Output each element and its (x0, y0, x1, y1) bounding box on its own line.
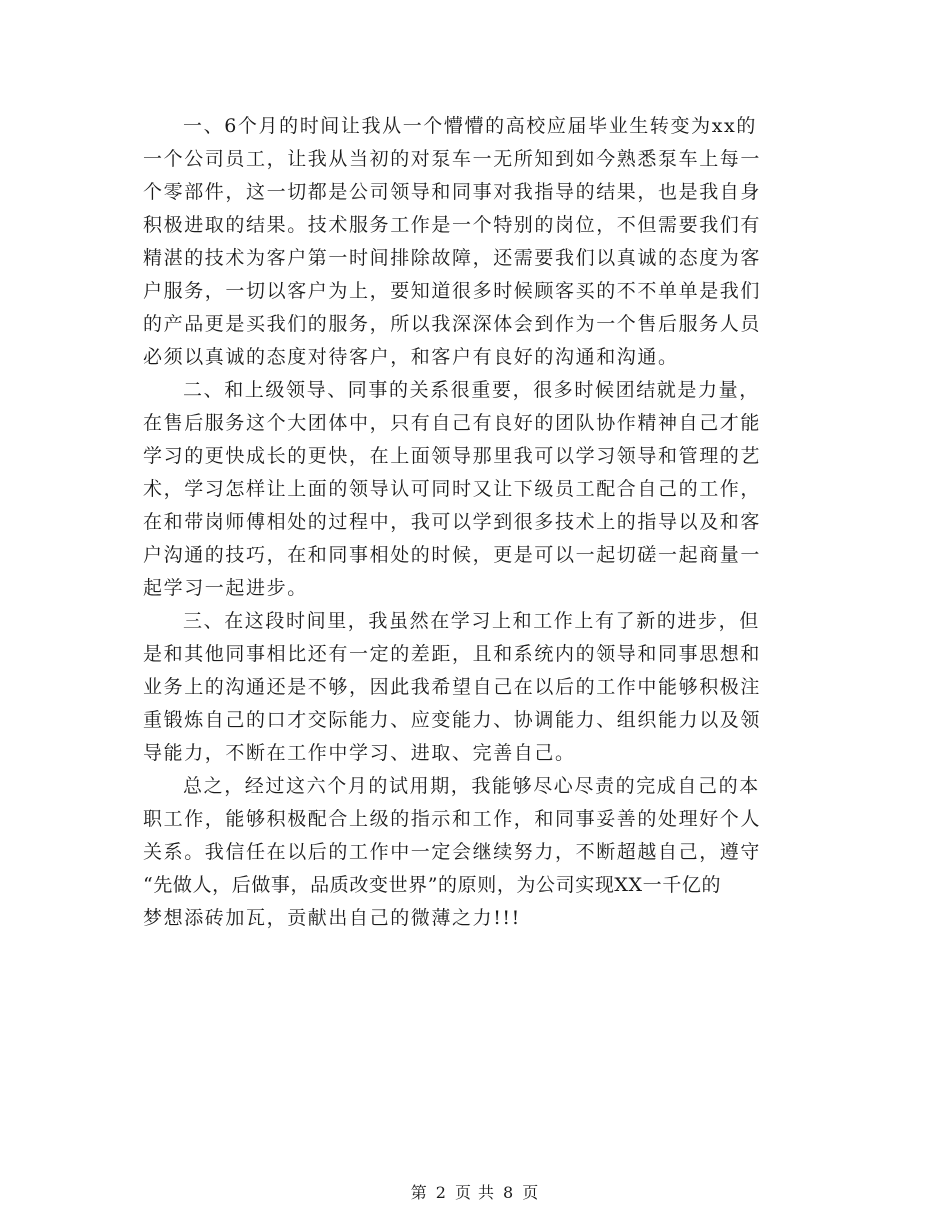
page-footer (0, 1180, 950, 1203)
paragraph-4-line-5: 梦想添砖加瓦，贡献出自己的微薄之力!!! (143, 907, 521, 929)
paragraph-2-line-2: 在售后服务这个大团体中，只有自己有良好的团队协作精神自己才能 (143, 412, 762, 434)
paragraph-4-line-4: “先做人，后做事，品质改变世界”的原则，为公司实现XX一千亿的 (143, 874, 722, 896)
paragraph-3-line-2: 是和其他同事相比还有一定的差距，且和系统内的领导和同事思想和 (143, 643, 762, 665)
paragraph-2-line-3: 学习的更快成长的更快，在上面领导那里我可以学习领导和管理的艺 (143, 445, 762, 467)
paragraph-1-line-3: 个零部件，这一切都是公司领导和同事对我指导的结果，也是我自身 (143, 181, 762, 203)
paragraph-1-line-7: 的产品更是买我们的服务，所以我深深体会到作为一个售后服务人员 (143, 313, 762, 335)
paragraph-3-line-4: 重锻炼自己的口才交际能力、应变能力、协调能力、组织能力以及领 (143, 709, 762, 731)
paragraph-3-line-1: 三、在这段时间里，我虽然在学习上和工作上有了新的进步，但 (183, 610, 760, 632)
footer-total-pages: 8 (503, 1183, 515, 1202)
paragraph-2-line-4: 术，学习怎样让上面的领导认可同时又让下级员工配合自己的工作， (143, 478, 762, 500)
paragraph-2-line-6: 户沟通的技巧，在和同事相处的时候，更是可以一起切磋一起商量一 (143, 544, 762, 566)
footer-middle: 页 共 (454, 1183, 496, 1202)
paragraph-4-line-3: 关系。我信任在以后的工作中一定会继续努力，不断超越自己，遵守 (143, 841, 762, 863)
paragraph-1-line-6: 户服务，一切以客户为上，要知道很多时候顾客买的不不单单是我们 (143, 280, 762, 302)
paragraph-2-line-1: 二、和上级领导、同事的关系很重要，很多时候团结就是力量， (183, 379, 760, 401)
paragraph-3-line-3: 业务上的沟通还是不够，因此我希望自己在以后的工作中能够积极注 (143, 676, 762, 698)
paragraph-1-line-1: 一、6个月的时间让我从一个懵懵的高校应届毕业生转变为xx的 (183, 115, 757, 137)
paragraph-2-line-5: 在和带岗师傅相处的过程中，我可以学到很多技术上的指导以及和客 (143, 511, 762, 533)
footer-suffix: 页 (522, 1183, 540, 1202)
paragraph-1-line-8: 必须以真诚的态度对待客户，和客户有良好的沟通和沟通。 (143, 346, 679, 368)
paragraph-2-line-7: 起学习一起进步。 (143, 577, 308, 599)
paragraph-1-line-2: 一个公司员工，让我从当初的对泵车一无所知到如今熟悉泵车上每一 (143, 148, 762, 170)
paragraph-1-line-5: 精湛的技术为客户第一时间排除故障，还需要我们以真诚的态度为客 (143, 247, 762, 269)
document-body (143, 110, 805, 935)
paragraph-3-line-5: 导能力，不断在工作中学习、进取、完善自己。 (143, 742, 576, 764)
paragraph-4-line-1: 总之，经过这六个月的试用期，我能够尽心尽责的完成自己的本 (183, 775, 760, 797)
footer-prefix: 第 (410, 1183, 428, 1202)
paragraph-4-line-2: 职工作，能够积极配合上级的指示和工作，和同事妥善的处理好个人 (143, 808, 762, 830)
paragraph-1-line-4: 积极进取的结果。技术服务工作是一个特别的岗位，不但需要我们有 (143, 214, 762, 236)
footer-page-number: 2 (435, 1183, 447, 1202)
